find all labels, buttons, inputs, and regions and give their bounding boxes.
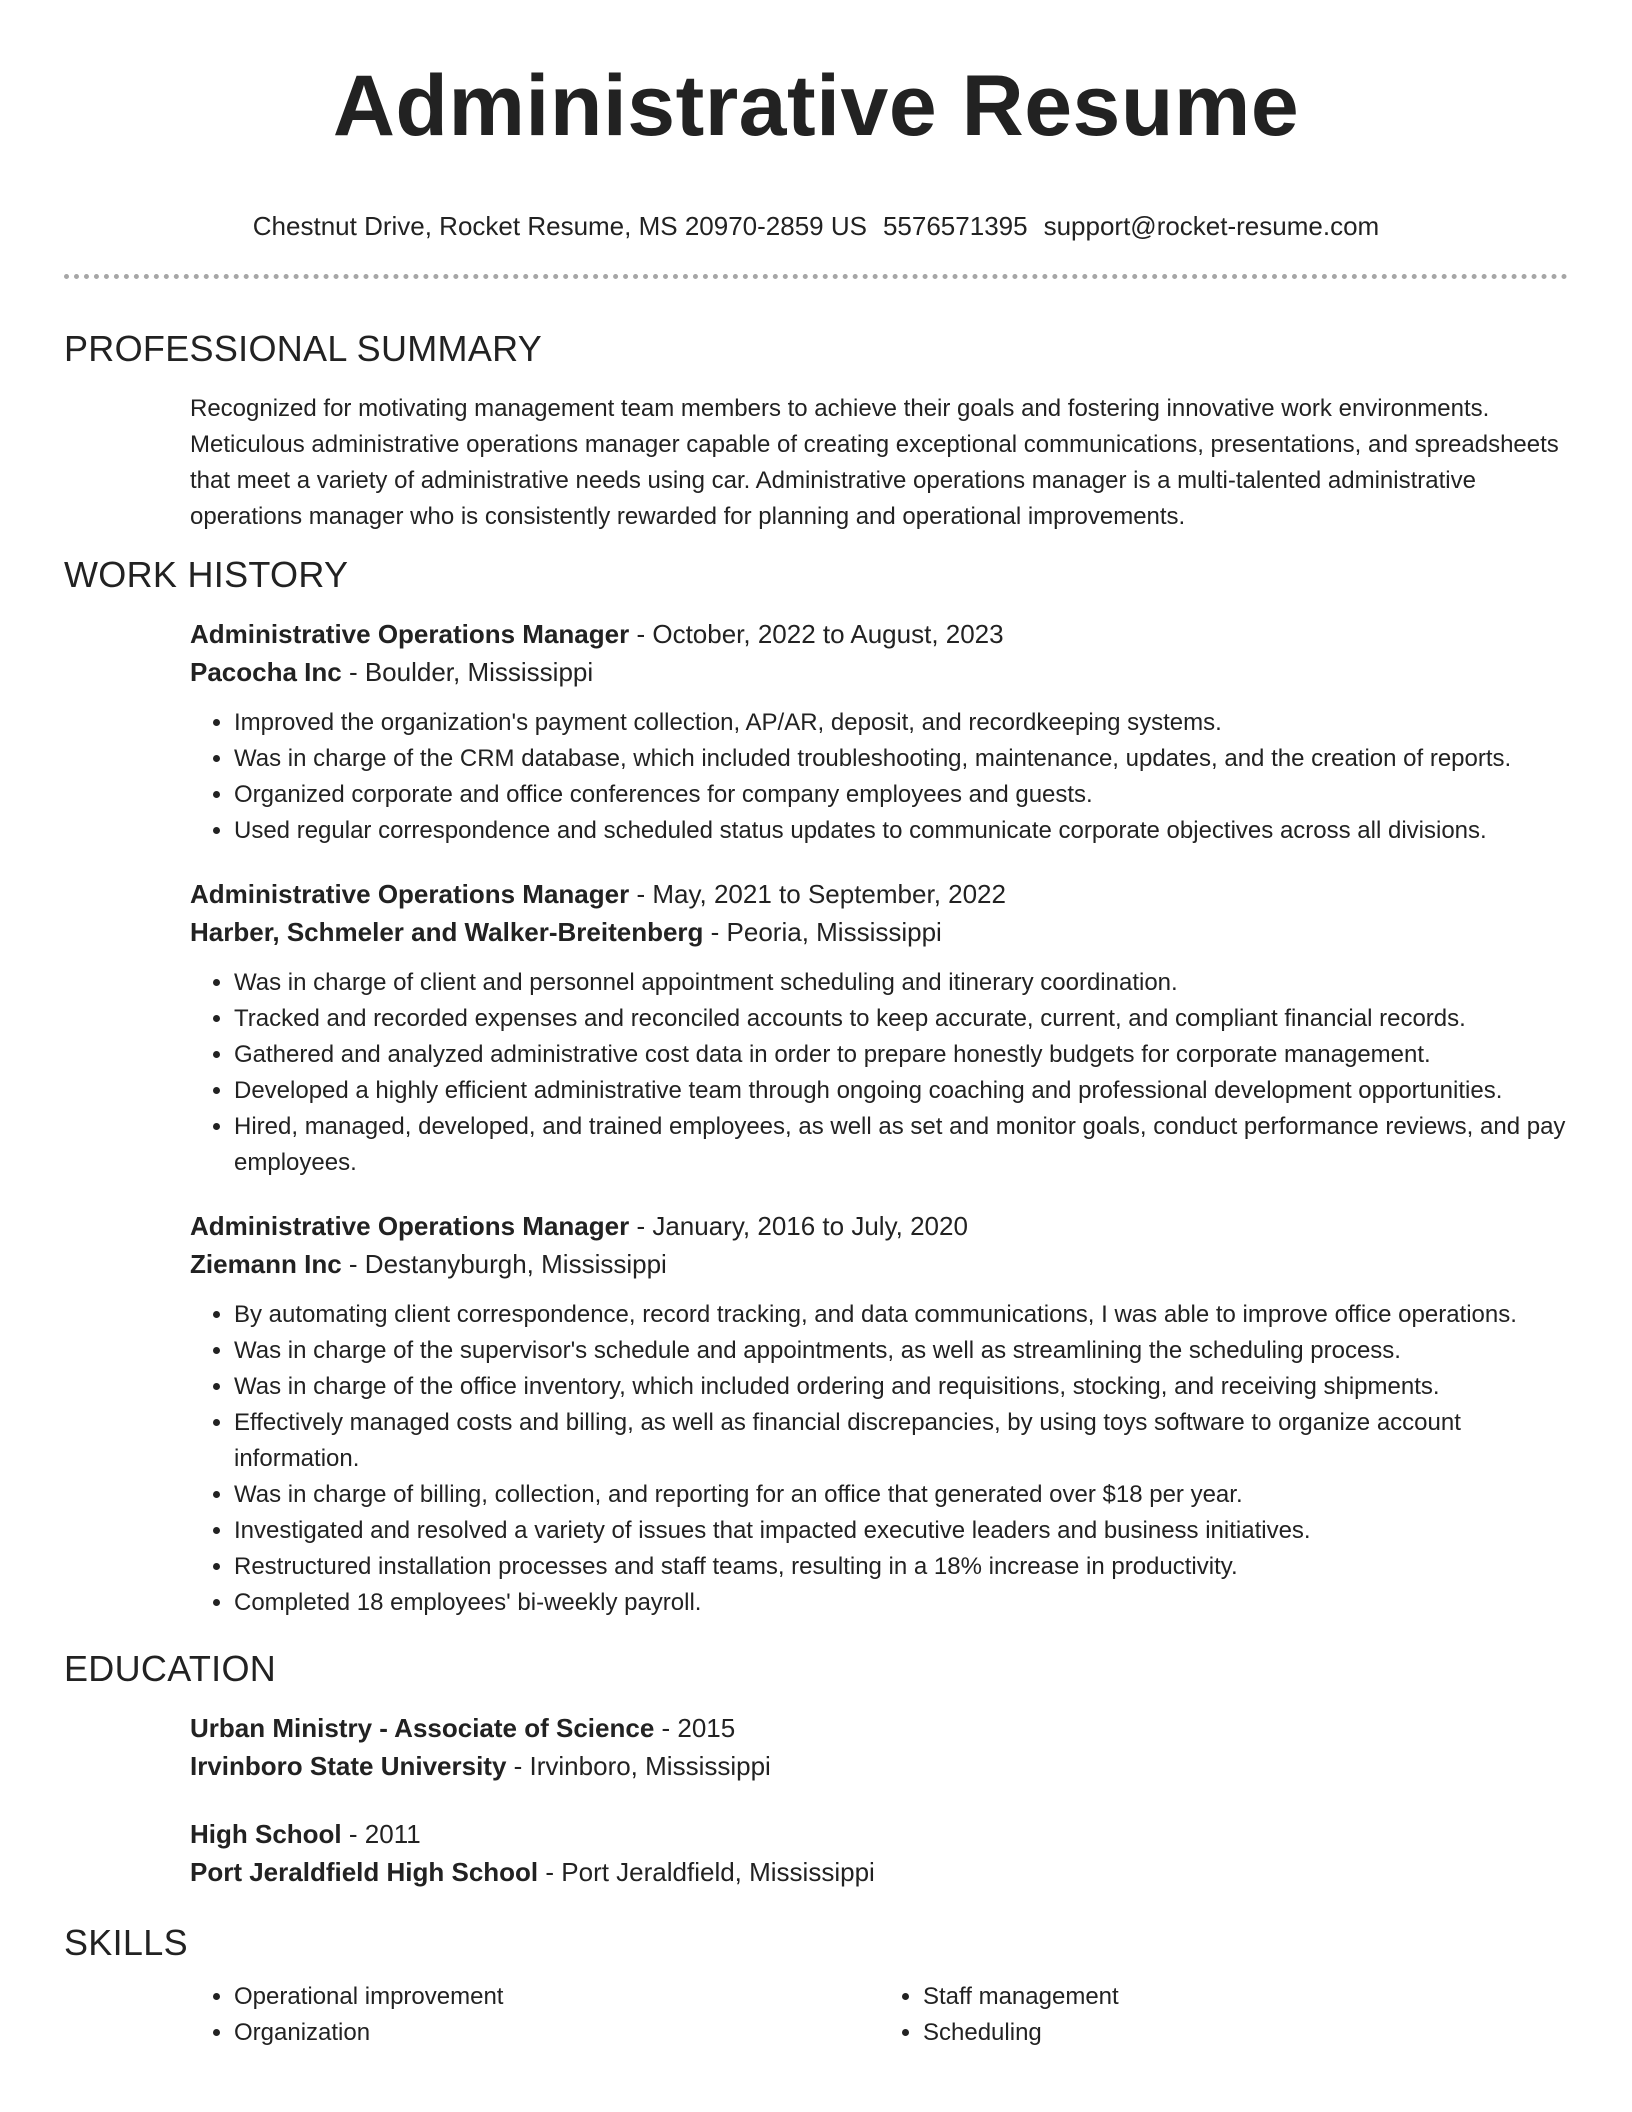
education-heading: EDUCATION [64, 1648, 277, 1689]
list-item: • Was in charge of billing, collection, and reporting for an office that generated over $18 per year. [234, 1477, 1568, 1513]
list-item: • By automating client correspondence, record tracking, and data communications, I was able to improve office operations. [234, 1297, 1568, 1333]
list-item: • Effectively managed costs and billing, as well as financial discrepancies, by using toys software to organize account information. [234, 1405, 1568, 1477]
job-entry [190, 1207, 1568, 1621]
summary-section [64, 327, 1568, 535]
work-heading: WORK HISTORY [64, 554, 349, 595]
education-entry [190, 1815, 1568, 1891]
education-entry [190, 1709, 1568, 1785]
header-divider [64, 274, 1568, 279]
list-item: • Was in charge of the office inventory, which included ordering and requisitions, stocking, and receiving shipments. [234, 1369, 1568, 1405]
list-item: • Completed 18 employees' bi-weekly payroll. [234, 1585, 1568, 1621]
education-section [64, 1647, 1568, 1891]
skills-list [190, 1979, 1568, 2051]
edu-degree: High School [190, 1819, 342, 1849]
edu-degree: Urban Ministry - Associate of Science [190, 1713, 655, 1743]
job-location: - Destanyburgh, Mississippi [341, 1249, 667, 1279]
list-item: • Scheduling [923, 2015, 1568, 2051]
job-dates: - May, 2021 to September, 2022 [629, 879, 1006, 909]
list-item: • Investigated and resolved a variety of issues that impacted executive leaders and business initiatives. [234, 1513, 1568, 1549]
skills-heading: SKILLS [64, 1922, 188, 1963]
list-item: • Used regular correspondence and scheduled status updates to communicate corporate objectives across all divisions. [234, 813, 1568, 849]
list-item: • Gathered and analyzed administrative cost data in order to prepare honestly budgets for corporate management. [234, 1037, 1568, 1073]
skills-section [64, 1921, 1568, 2051]
job-entry [190, 875, 1568, 1181]
skills-column-left [190, 1979, 879, 2051]
work-section [64, 553, 1568, 1621]
job-company: Ziemann Inc [190, 1249, 342, 1279]
list-item: • Tracked and recorded expenses and reconciled accounts to keep accurate, current, and compliant financial records. [234, 1001, 1568, 1037]
list-item: • Operational improvement [234, 1979, 879, 2015]
job-bullets [190, 705, 1568, 849]
job-title: Administrative Operations Manager [190, 879, 630, 909]
contact-address: Chestnut Drive, Rocket Resume, MS 20970-2859 US [252, 211, 867, 241]
job-entry [190, 615, 1568, 849]
edu-school: Irvinboro State University [190, 1751, 507, 1781]
job-location: - Peoria, Mississippi [703, 917, 942, 947]
skills-column-right [879, 1979, 1568, 2051]
job-location: - Boulder, Mississippi [341, 657, 594, 687]
contact-email: support@rocket-resume.com [1043, 211, 1380, 241]
job-company: Pacocha Inc [190, 657, 342, 687]
list-item: • Restructured installation processes and staff teams, resulting in a 18% increase in productivity. [234, 1549, 1568, 1585]
list-item: • Was in charge of the supervisor's schedule and appointments, as well as streamlining the scheduling process. [234, 1333, 1568, 1369]
job-company: Harber, Schmeler and Walker-Breitenberg [190, 917, 704, 947]
list-item: • Staff management [923, 1979, 1568, 2015]
edu-location: - Irvinboro, Mississippi [506, 1751, 771, 1781]
contact-phone: 5576571395 [882, 211, 1028, 241]
list-item: • Developed a highly efficient administrative team through ongoing coaching and professional development opportunities. [234, 1073, 1568, 1109]
edu-school: Port Jeraldfield High School [190, 1857, 539, 1887]
job-bullets [190, 965, 1568, 1181]
job-title: Administrative Operations Manager [190, 619, 630, 649]
resume-title: Administrative Resume [332, 58, 1300, 154]
job-bullets [190, 1297, 1568, 1621]
list-item: • Was in charge of client and personnel appointment scheduling and itinerary coordination. [234, 965, 1568, 1001]
list-item: • Hired, managed, developed, and trained employees, as well as set and monitor goals, conduct performance reviews, and pay employees. [234, 1109, 1568, 1181]
list-item: • Improved the organization's payment collection, AP/AR, deposit, and recordkeeping systems. [234, 705, 1568, 741]
summary-text: Recognized for motivating management team members to achieve their goals and fostering innovative work environments. Meticulous administrative operations manager capable of creating exceptional communications, presentations, and spreadsheets that meet a variety of administrative needs using car. Administrative operations manager is a multi-talented administrative operations manager who is consistently rewarded for planning and operational improvements. [190, 395, 1559, 530]
edu-year: - 2015 [654, 1713, 736, 1743]
job-dates: - October, 2022 to August, 2023 [629, 619, 1004, 649]
contact-line [64, 210, 1568, 242]
list-item: • Organized corporate and office conferences for company employees and guests. [234, 777, 1568, 813]
job-title: Administrative Operations Manager [190, 1211, 630, 1241]
summary-heading: PROFESSIONAL SUMMARY [64, 328, 543, 369]
edu-year: - 2011 [341, 1819, 421, 1849]
list-item: • Was in charge of the CRM database, which included troubleshooting, maintenance, updates, and the creation of reports. [234, 741, 1568, 777]
edu-location: - Port Jeraldfield, Mississippi [538, 1857, 875, 1887]
job-dates: - January, 2016 to July, 2020 [629, 1211, 968, 1241]
list-item: • Organization [234, 2015, 879, 2051]
